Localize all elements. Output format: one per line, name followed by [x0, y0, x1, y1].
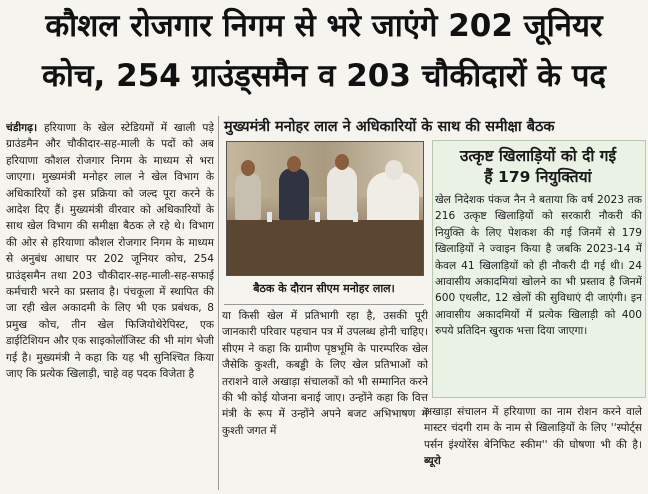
headline-line-1: कौशल रोजगार निगम से भरे जाएंगे 202 जूनियर [45, 8, 603, 44]
caption-divider [224, 304, 424, 305]
sidebar-title-line-2: हैं 179 नियुक्तियां [484, 168, 592, 186]
article-body-middle: या किसी खेल में प्रतिभागी रहा है, उसकी पूरी जानकारी परिवार पहचान पत्र में उपलब्ध होनी चाहिए। सीएम ने कहा कि ग्रामीण पृष्ठभूमि के पारम्परिक खेल जैसेकि कुश्ती, कबड्डी के लिए खेल प्रतिभाओं को तराशने वाले अखाड़ा संचालकों को भी सम्मानित करने की भी कोई योजना बनाई जाए। उन्होंने कहा कि वित्त मंत्री के रूप में उन्होंने अपने बजट अभिभाषण में कुश्ती जगत में [222, 310, 428, 437]
article-column-bottom-right [424, 404, 642, 490]
sidebar-title-line-1: उत्कृष्ट खिलाड़ियों को दी गई [459, 147, 617, 165]
dateline: चंडीगढ़। [6, 122, 38, 134]
article-body-bottom-right: अखाड़ा संचालन में हरियाणा का नाम रोशन करने वाले मास्टर चंदगी राम के नाम से खिलाड़ियों के लिए ''स्पोर्ट्स पर्सन इंश्योरेंस बेनिफिट स्कीम'' की घोषणा भी की है। [424, 406, 642, 451]
photo-caption: बैठक के दौरान सीएम मनोहर लाल। [253, 282, 395, 295]
article-column-left [6, 120, 214, 490]
article-body-left: हरियाणा के खेल स्टेडियमों में खाली पड़े ग्राउंडमैन और चौकीदार-सह-माली के पदों को अब हरियाणा कौशल रोजगार निगम के माध्यम से भरा जाएगा। मुख्यमंत्री मनोहर लाल ने खेल विभाग के अधिकारियों को इस प्रक्रिया को जल्द पूरा करने के आदेश दिए हैं। मुख्यमंत्री वीरवार को अधिकारियों के साथ खेल विभाग की समीक्षा बैठक ले रहे थे। विभाग की ओर से हरियाणा कौशल रोजगार निगम के माध्यम से अनुबंध आधार पर 202 जूनियर कोच, 254 ग्राउंड्समैन तथा 203 चौकीदार-सह-माली-सह-सफाई कर्मचारी भरने का प्रस्ताव है। पंचकूला में स्थापित की जा रही खेल अकादमी के लिए भी एक प्रबंधक, 8 प्रमुख कोच, तीन खेल फिजियोथेरेपिस्ट, एक डाईटिशियन और एक साइकोलॉजिस्ट की भी मांग भेजी गई है। मुख्यमंत्री ने कहा कि यह भी सुनिश्चित किया जाए कि प्रत्येक खिलाड़ी, चाहे वह पदक विजेता है [6, 122, 214, 381]
meeting-photo [226, 141, 424, 276]
byline: ब्यूरो [424, 455, 441, 468]
sidebar-box-title [432, 146, 644, 188]
headline-line-2: कोच, 254 ग्राउंड्समैन व 203 चौकीदारों के पद [42, 58, 606, 94]
section-heading: मुख्यमंत्री मनोहर लाल ने अधिकारियों के साथ की समीक्षा बैठक [224, 119, 555, 135]
sidebar-box-text: खेल निदेशक पंकज नैन ने बताया कि वर्ष 2023 तक 216 उत्कृष्ट खिलाड़ियों को सरकारी नौकरी की नियुक्ति के लिए पेशकश की गई जिनमें से 179 खिलाड़ियों ने ज्वाइन किया है जबकि 2023-14 में केवल 41 खिलाड़ियों को ही नौकरी दी गई थी। 24 आवासीय अकादमियां खोलने का भी प्रस्ताव है जिनमें 600 एथलीट, 12 खेलों की सुविधाएं दी जाएंगी। इन आवासीय अकादमियों में प्रत्येक खिलाड़ी को 400 रुपये प्रतिदिन खुराक भत्ता दिया जाएगा। [435, 194, 642, 338]
column-divider [218, 116, 219, 490]
article-column-middle [222, 308, 428, 488]
sidebar-box-body [435, 192, 642, 398]
